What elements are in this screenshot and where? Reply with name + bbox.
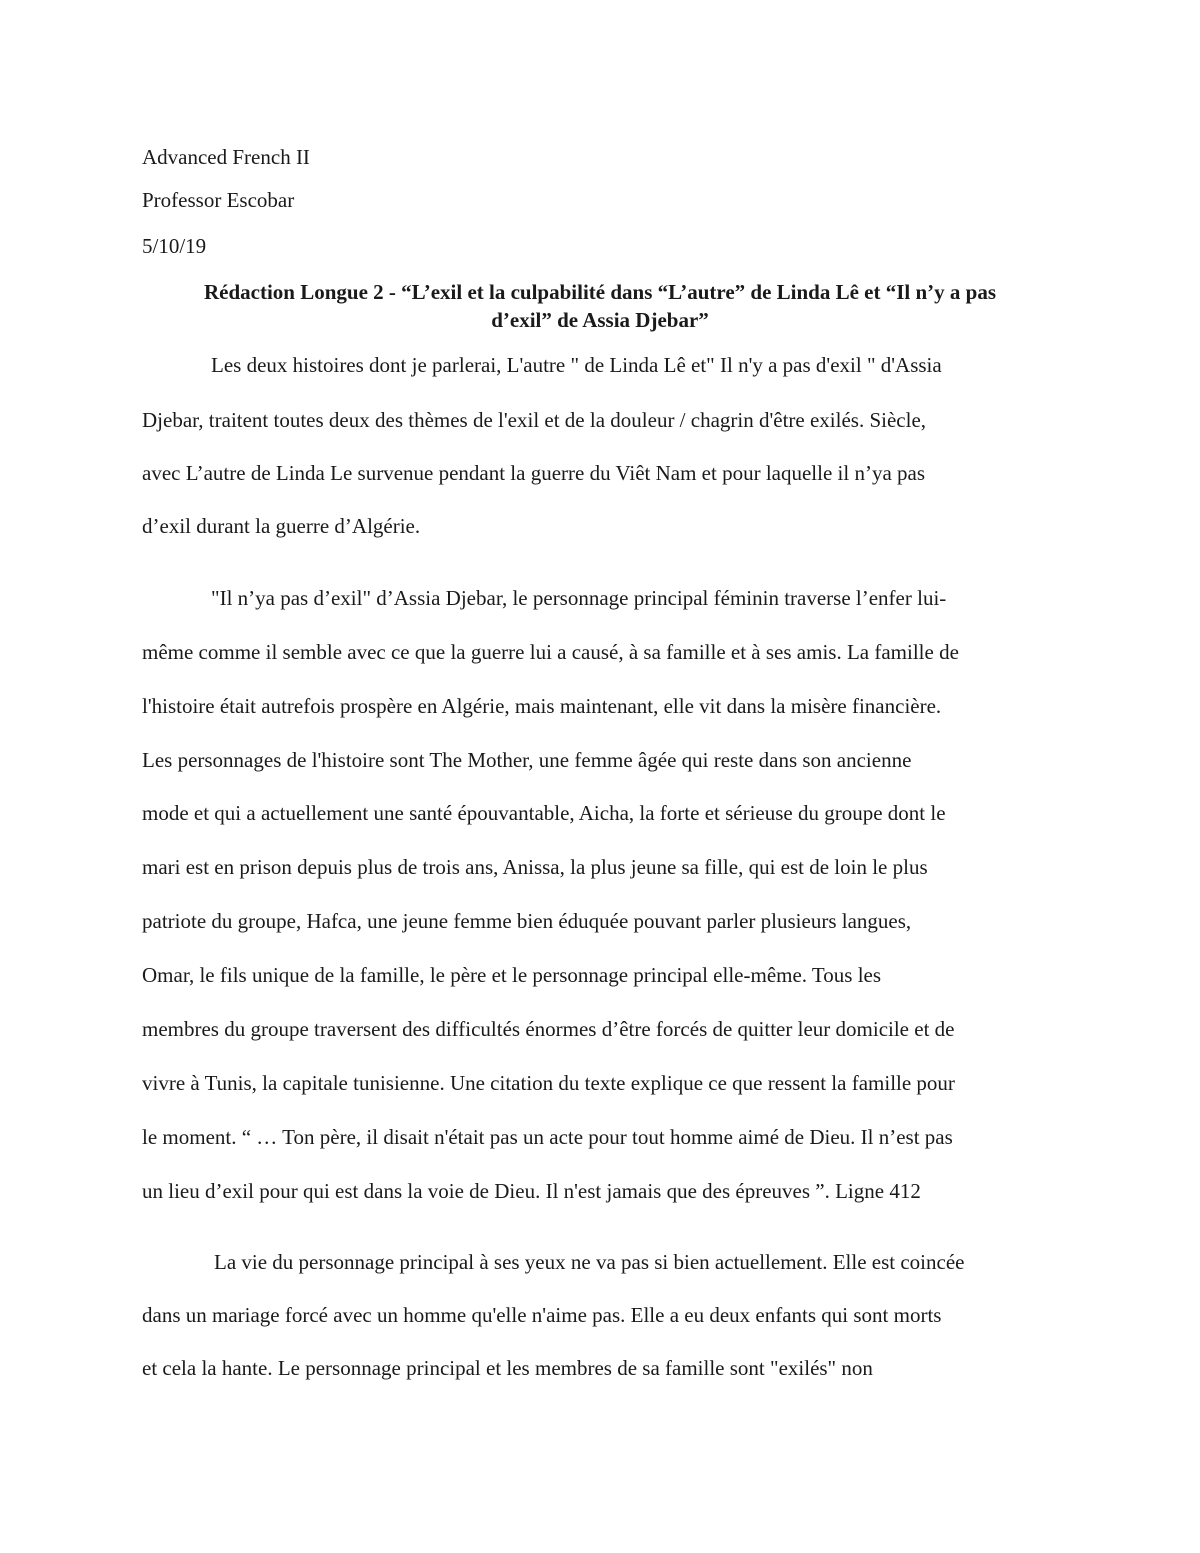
paragraph-line: Les deux histoires dont je parlerai, L'autre " de Linda Lê et" Il n'y a pas d'exil " d'Assia — [211, 353, 942, 377]
professor-name: Professor Escobar — [142, 188, 295, 212]
course-name: Advanced French II — [142, 145, 310, 169]
paragraph-line: d’exil durant la guerre d’Algérie. — [142, 514, 421, 538]
essay-title-line-1: Rédaction Longue 2 - “L’exil et la culpabilité dans “L’autre” de Linda Lê et “Il n’y a pas — [203, 280, 997, 304]
essay-title-line-2: d’exil” de Assia Djebar” — [491, 308, 709, 332]
paragraph-line: patriote du groupe, Hafca, une jeune femme bien éduquée pouvant parler plusieurs langues, — [142, 909, 912, 933]
paragraph-line: avec L’autre de Linda Le survenue pendant la guerre du Viêt Nam et pour laquelle il n’ya pas — [142, 461, 926, 485]
essay-title — [130, 278, 1070, 334]
paragraph-line: mode et qui a actuellement une santé épouvantable, Aicha, la forte et sérieuse du groupe dont le — [142, 801, 946, 825]
paragraph-line: et cela la hante. Le personnage principal et les membres de sa famille sont "exilés" non — [142, 1356, 873, 1380]
paragraph-line: dans un mariage forcé avec un homme qu'elle n'aime pas. Elle a eu deux enfants qui sont morts — [142, 1303, 942, 1327]
paragraph-line: le moment. “ … Ton père, il disait n'était pas un acte pour tout homme aimé de Dieu. Il n’est pas — [142, 1125, 953, 1149]
paragraph-line: "Il n’ya pas d’exil" d’Assia Djebar, le personnage principal féminin traverse l’enfer lui- — [211, 586, 947, 610]
paragraph-line: membres du groupe traversent des difficultés énormes d’être forcés de quitter leur domicile et de — [142, 1017, 955, 1041]
paragraph-line: vivre à Tunis, la capitale tunisienne. Une citation du texte explique ce que ressent la famille pour — [142, 1071, 955, 1095]
paragraph-line: Omar, le fils unique de la famille, le père et le personnage principal elle-même. Tous les — [142, 963, 882, 987]
paragraph-line: mari est en prison depuis plus de trois ans, Anissa, la plus jeune sa fille, qui est de loin le plus — [142, 855, 928, 879]
paragraph-line: même comme il semble avec ce que la guerre lui a causé, à sa famille et à ses amis. La famille de — [142, 640, 959, 664]
paragraph-line: Djebar, traitent toutes deux des thèmes de l'exil et de la douleur / chagrin d'être exilés. Siècle, — [142, 408, 927, 432]
paragraph-line: Les personnages de l'histoire sont The Mother, une femme âgée qui reste dans son ancienne — [142, 748, 912, 772]
paragraph-line: l'histoire était autrefois prospère en Algérie, mais maintenant, elle vit dans la misère financière. — [142, 694, 942, 718]
paragraph-line: La vie du personnage principal à ses yeux ne va pas si bien actuellement. Elle est coincée — [214, 1250, 965, 1274]
document-date: 5/10/19 — [142, 234, 207, 258]
paragraph-line: un lieu d’exil pour qui est dans la voie de Dieu. Il n'est jamais que des épreuves ”. Ligne 412 — [142, 1179, 921, 1203]
